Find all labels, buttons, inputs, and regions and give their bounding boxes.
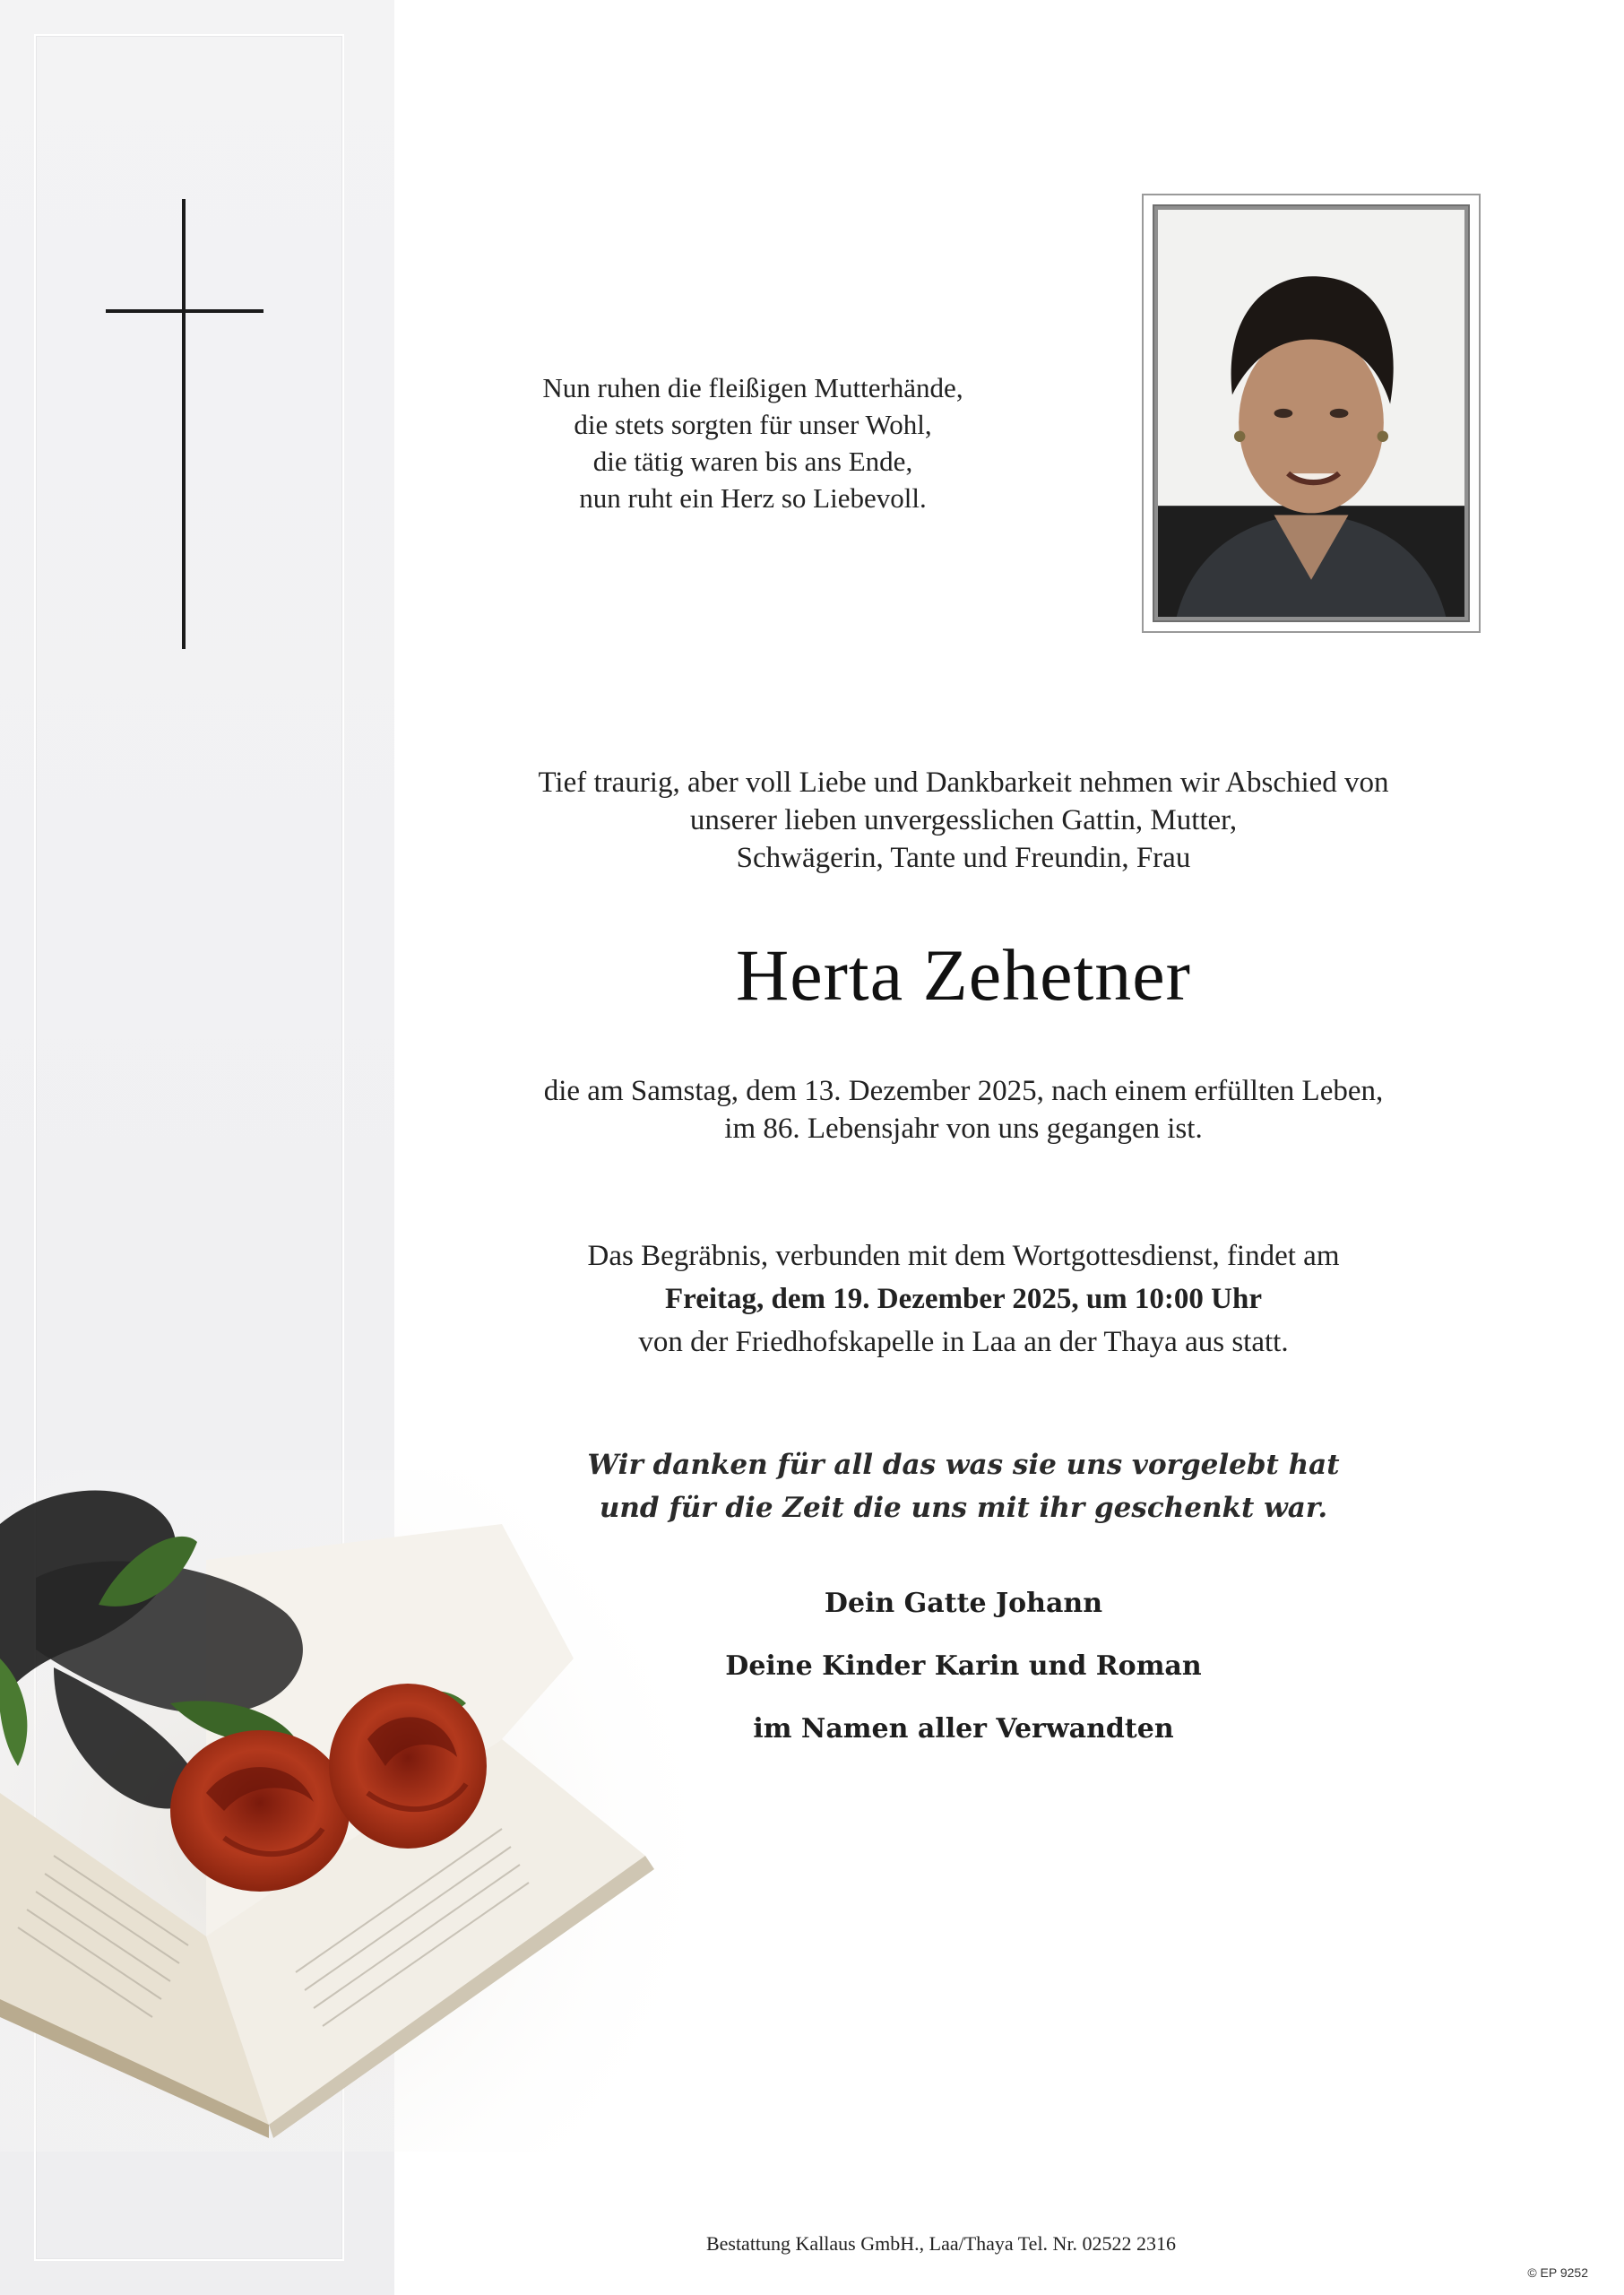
memorial-poem [466,369,1040,516]
thanks-line: und für die Zeit die uns mit ihr geschenkt war. [599,1492,1328,1524]
funeral-info [448,1234,1479,1364]
mourner-entry: Dein Gatte Johann [824,1588,1103,1619]
portrait-photo [1153,204,1470,622]
book-and-roses-image [0,1470,699,2152]
death-notice-line: die am Samstag, dem 13. Dezember 2025, nach einem erfüllten Leben, [543,1075,1384,1107]
deceased-name: Herta Zehetner [736,934,1191,1016]
mourner-entry: Deine Kinder Karin und Roman [725,1650,1202,1682]
print-code: © EP 9252 [1527,2265,1588,2280]
thanks-message [448,1443,1479,1529]
poem-line: die tätig waren bis ans Ende, [592,446,913,477]
mourners-list [448,1581,1479,1769]
poem-line: die stets sorgten für unser Wohl, [574,409,932,440]
funeral-line: Das Begräbnis, verbunden mit dem Wortgottesdienst, findet am [587,1240,1340,1272]
mourner-entry: im Namen aller Verwandten [753,1713,1174,1745]
intro-line: Tief traurig, aber voll Liebe und Dankbarkeit nehmen wir Abschied von [538,766,1389,799]
intro-line: unserer lieben unvergesslichen Gattin, Mutter, [689,804,1238,836]
portrait-frame [1142,194,1481,633]
poem-line: nun ruht ein Herz so Liebevoll. [579,482,927,514]
intro-line: Schwägerin, Tante und Freundin, Frau [736,842,1191,874]
death-notice-line: im 86. Lebensjahr von uns gegangen ist. [724,1113,1203,1145]
poem-line: Nun ruhen die fleißigen Mutterhände, [542,372,963,403]
funeral-date-time: Freitag, dem 19. Dezember 2025, um 10:00 Uhr [665,1283,1262,1315]
farewell-intro [448,764,1479,877]
thanks-line: Wir danken für all das was sie uns vorgelebt hat [587,1449,1340,1481]
funeral-location: von der Friedhofskapelle in Laa an der Thaya aus statt. [638,1326,1289,1358]
undertaker-footer: Bestattung Kallaus GmbH., Laa/Thaya Tel. Nr. 02522 2316 [705,2232,1177,2255]
cross-icon [182,199,186,649]
cross-icon-bar [106,309,263,313]
death-notice [448,1072,1479,1148]
portrait-image [1158,210,1464,617]
